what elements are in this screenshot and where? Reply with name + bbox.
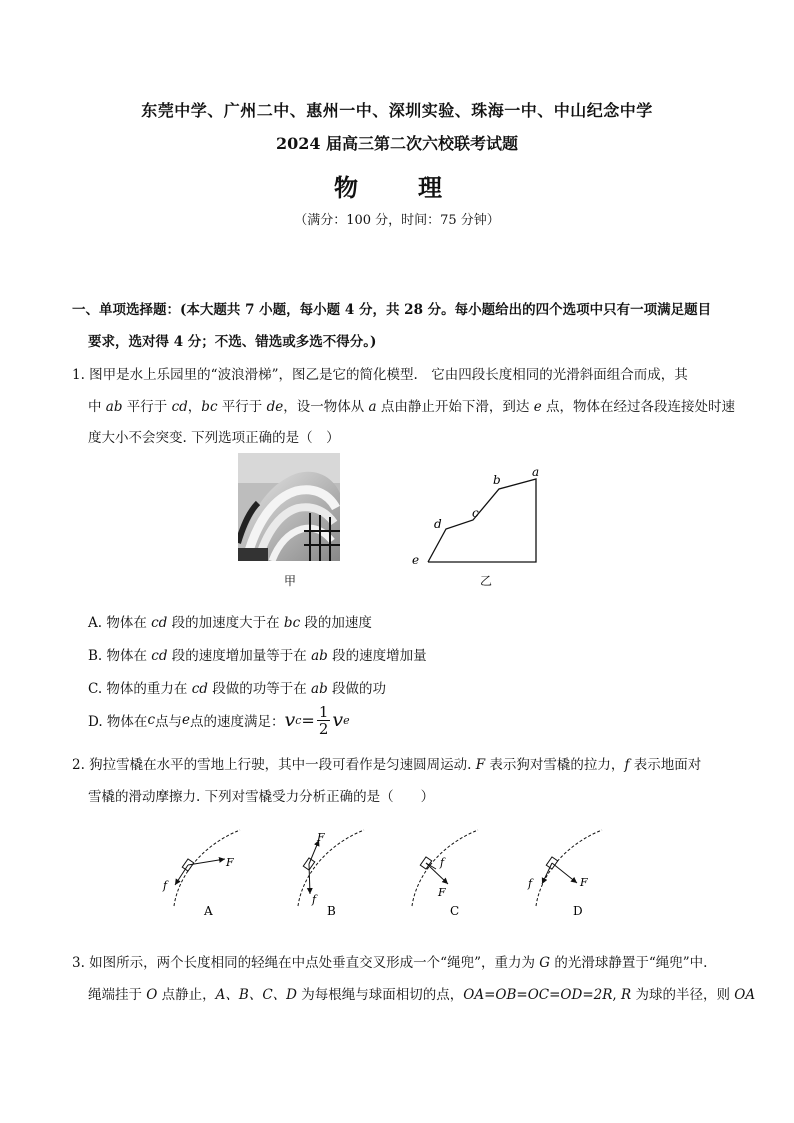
point-b-label: b — [493, 473, 501, 487]
force-f-label: f — [163, 879, 168, 892]
exam-title: 2024 届高三第二次六校联考试题 — [275, 134, 519, 153]
q2-line1: 2. 狗拉雪橇在水平的雪地上行驶，其中一段可看作是匀速圆周运动. F 表示狗对雪橇的拉力，f 表示地面对 — [72, 757, 702, 773]
q1-line3: 度大小不会突变. 下列选项正确的是（ ） — [88, 430, 340, 446]
force-f-label: f — [528, 877, 533, 890]
force-f-label: f — [440, 856, 445, 869]
q1-line1: 1. 图甲是水上乐园里的“波浪滑梯”，图乙是它的简化模型. 它由四段长度相同的光滑斜面组合而成，其 — [72, 367, 688, 383]
q1-line2: 中 ab 平行于 cd，bc 平行于 de，设一物体从 a 点由静止开始下滑，到达 e 点，物体在经过各段连接处时速 — [88, 399, 735, 415]
point-c-label: c — [472, 506, 479, 520]
force-F-label: F — [438, 886, 446, 899]
diagram-label-b[interactable]: B — [327, 904, 336, 918]
velocity-equation: v c = $\frac{1}{2}$ v e — [284, 702, 350, 738]
diagram-a — [162, 830, 240, 906]
diagram-c — [412, 830, 478, 906]
point-d-label: d — [434, 517, 442, 531]
figure-label-jia: 甲 — [284, 574, 297, 588]
force-f-label: f — [312, 893, 317, 906]
slide-photo — [238, 453, 340, 561]
diagram-label-d[interactable]: D — [573, 904, 583, 918]
point-e-label: e — [412, 553, 420, 567]
figure-label-yi: 乙 — [480, 574, 493, 588]
q2-line2: 雪橇的滑动摩擦力. 下列对雪橇受力分析正确的是（ ） — [88, 789, 435, 805]
diagram-label-c[interactable]: C — [450, 904, 460, 918]
slide-model-diagram — [408, 462, 558, 568]
force-F-label: F — [226, 856, 234, 869]
q3-line1: 3. 如图所示，两个长度相同的轻绳在中点处垂直交叉形成一个“绳兜”，重力为 G 的光滑球静置于“绳兜”中. — [72, 955, 708, 971]
q1-option-c[interactable]: C. 物体的重力在 cd 段做的功等于在 ab 段做的功 — [88, 681, 387, 697]
force-F-label: F — [317, 831, 325, 844]
section1-line1: 一、单项选择题：(本大题共 7 小题，每小题 4 分，共 28 分。每小题给出的四个选项中只有一项满足题目 — [72, 302, 712, 318]
q3-line2: 绳端挂于 O 点静止，A、B、C、D 为每根绳与球面相切的点，OA=OB=OC=OD=2R, R 为球的半径，则 OA — [88, 987, 756, 1003]
force-F-label: F — [580, 876, 588, 889]
school-names: 东莞中学、广州二中、惠州一中、深圳实验、珠海一中、中山纪念中学 — [141, 101, 653, 120]
diagram-d — [527, 830, 602, 906]
q1-option-a[interactable]: A. 物体在 cd 段的加速度大于在 bc 段的加速度 — [88, 615, 372, 631]
section1-line2: 要求，选对得 4 分；不选、错选或多选不得分。) — [88, 334, 377, 350]
subject-title: 物 理 — [334, 173, 460, 202]
point-a-label: a — [532, 465, 540, 479]
q1-option-d[interactable]: D. 物体在 c 点与 e 点的速度满足： v c = $\frac{1}{2}$ v e — [88, 702, 350, 738]
q1-option-b[interactable]: B. 物体在 cd 段的速度增加量等于在 ab 段的速度增加量 — [88, 648, 427, 664]
exam-info: （满分：100 分，时间：75 分钟） — [294, 213, 500, 228]
sled-force-diagrams — [150, 828, 650, 918]
diagram-label-a[interactable]: A — [204, 904, 213, 918]
diagram-b — [298, 830, 364, 906]
